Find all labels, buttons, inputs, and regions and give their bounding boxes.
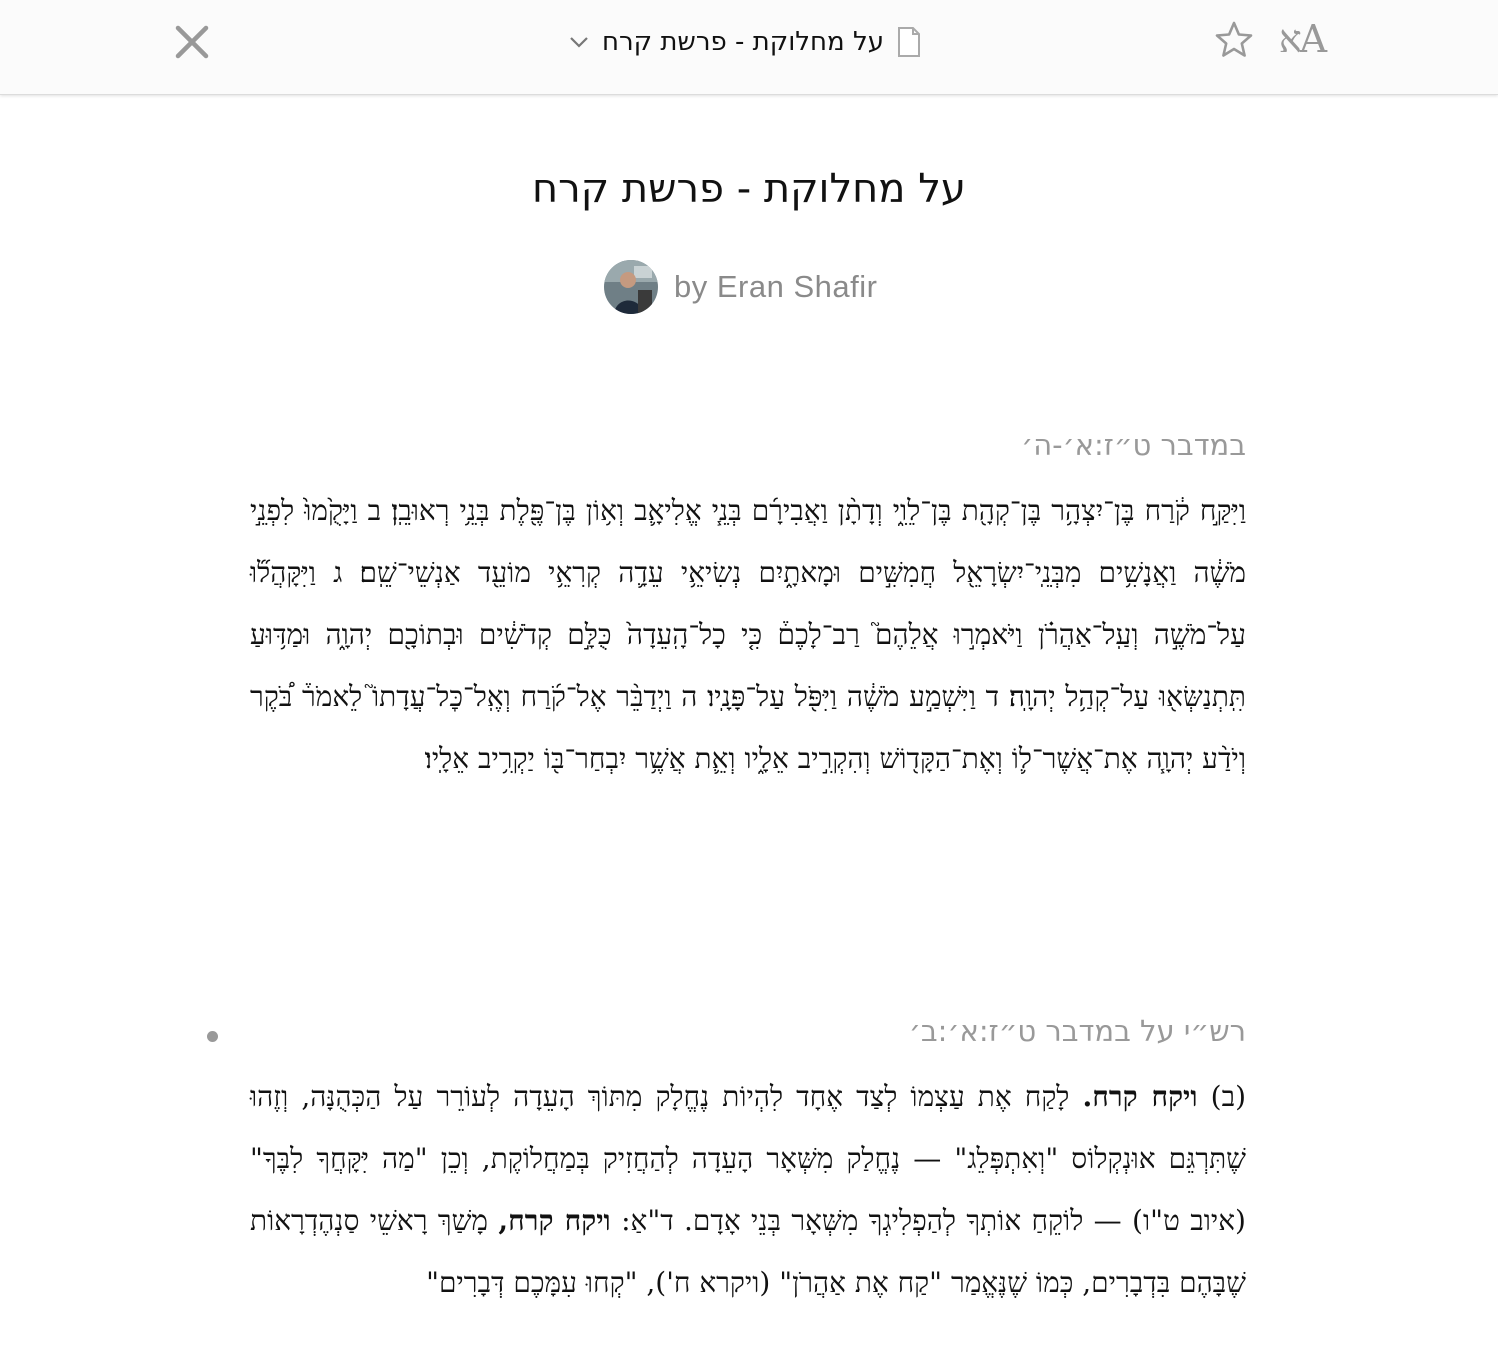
commentary-text-1: לָקַח אֶת עַצְמוֹ לְצַד אֶחָד לִהְיוֹת נֶחֱלָק מִתּוֹךְ הָעֵדָה לְעוֹרֵר עַל הַכְּהֻנָּה, וְזֶהוּ שֶׁתִּרְגֵּם אוּנְקְלוֹס "וְאִתְפְּלֵג" — נֶחֱלַק מִשְּׁאָר הָעֵדָה לְהַחֲזִיק בְּמַחֲלוֹקֶת, וְכֵן "מַה יִּקָּחֲךָ לִבֶּךָ" (איוב ט"ו) — לוֹקֵחַ אוֹתְךָ לְהַפְלִיגְךָ מִשְּׁאָר בְּנֵי אָדָם. ד"אַ:: [250, 1080, 1246, 1237]
source-text-1: וַיִּקַּ֣ח קֹ֔רַח בֶּן־יִצְהָ֥ר בֶּן־קְהָ֖ת בֶּן־לֵוִ֑י וְדָתָ֨ן וַאֲבִירָ֜ם בְּנֵ֧י אֱלִיאָ֛ב וְא֥וֹן בֶּן־פֶּ֖לֶת בְּנֵ֥י רְאוּבֵֽן׃ ב וַיָּקֻ֙מוּ֙ לִפְנֵ֣י מֹשֶׁ֔ה וַאֲנָשִׁ֥ים מִבְּנֵֽי־יִשְׂרָאֵ֖ל חֲמִשִּׁ֣ים וּמָאתָ֑יִם נְשִׂיאֵ֥י עֵדָ֛ה קְרִאֵ֥י מוֹעֵ֖ד אַנְשֵׁי־שֵֽׁם׃ ג וַיִּקָּהֲל֞וּ עַל־מֹשֶׁ֣ה וְעַֽל־אַהֲרֹ֗ן וַיֹּאמְר֣וּ אֲלֵהֶם֮ רַב־לָכֶם֒ כִּ֤י כָל־הָֽעֵדָה֙ כֻּלָּ֣ם קְדֹשִׁ֔ים וּבְתוֹכָ֖ם יְהוָ֑ה וּמַדּ֥וּעַ תִּֽתְנַשְּׂא֖וּ עַל־קְהַ֥ל יְהוָֽה׃ ד וַיִּשְׁמַ֣ע מֹשֶׁ֔ה וַיִּפֹּ֖ל עַל־פָּנָֽיו׃ ה וַיְדַבֵּ֨ר אֶל־קֹ֜רַח וְאֶֽל־כׇּל־עֲדָתוֹ֮ לֵאמֹר֒ בֹּ֠קֶר וְיֹדַ֨ע יְהוָ֧ה אֶת־אֲשֶׁר־ל֛וֹ וְאֶת־הַקָּד֖וֹשׁ וְהִקְרִ֣יב אֵלָ֑יו וְאֵ֛ת אֲשֶׁ֥ר יִבְחַר־בּ֖וֹ יַקְרִ֥יב אֵלָֽיו׃: [250, 494, 1246, 775]
close-icon: [170, 20, 214, 64]
sheet-title-dropdown[interactable]: [560, 18, 930, 66]
dibur-hamatchil-2: ויקח קרח,: [498, 1204, 611, 1237]
author-link[interactable]: [604, 258, 877, 316]
font-size-button[interactable]: [1274, 14, 1330, 64]
commentary-text-2: מָשַׁךְ רָאשֵׁי סַנְהֶדְרָאוֹת שֶׁבָּהֶם בִּדְבָרִים, כְּמוֹ שֶׁנֶּאֱמַר "קַח אֶת אַהֲרֹן" (ויקרא ח'), "קְחוּ עִמָּכֶם דְּבָרִים": [250, 1204, 1246, 1299]
source-ref-1[interactable]: במדבר ט״ז:א׳-ה׳: [1021, 428, 1246, 462]
sheet-title: על מחלוקת - פרשת קרח: [532, 166, 966, 212]
dibur-hamatchil-1: ויקח קרח.: [1082, 1080, 1198, 1113]
top-bar: [0, 0, 1498, 95]
document-icon: [896, 26, 922, 58]
source-marker-dot[interactable]: [207, 1031, 218, 1042]
source-ref-2[interactable]: רש״י על במדבר ט״ז:א׳:ב׳: [908, 1014, 1246, 1048]
save-star-button[interactable]: [1212, 18, 1256, 62]
star-icon: [1212, 18, 1256, 62]
avatar: [604, 260, 658, 314]
font-size-icon: אA: [1278, 16, 1326, 61]
chevron-down-icon: [568, 31, 590, 53]
author-name: by Eran Shafir: [674, 269, 878, 304]
verse-number: (ב): [1210, 1080, 1246, 1113]
close-button[interactable]: [170, 20, 214, 64]
topbar-title: על מחלוקת - פרשת קרח: [601, 27, 885, 57]
source-text-2: [250, 1066, 1246, 1314]
